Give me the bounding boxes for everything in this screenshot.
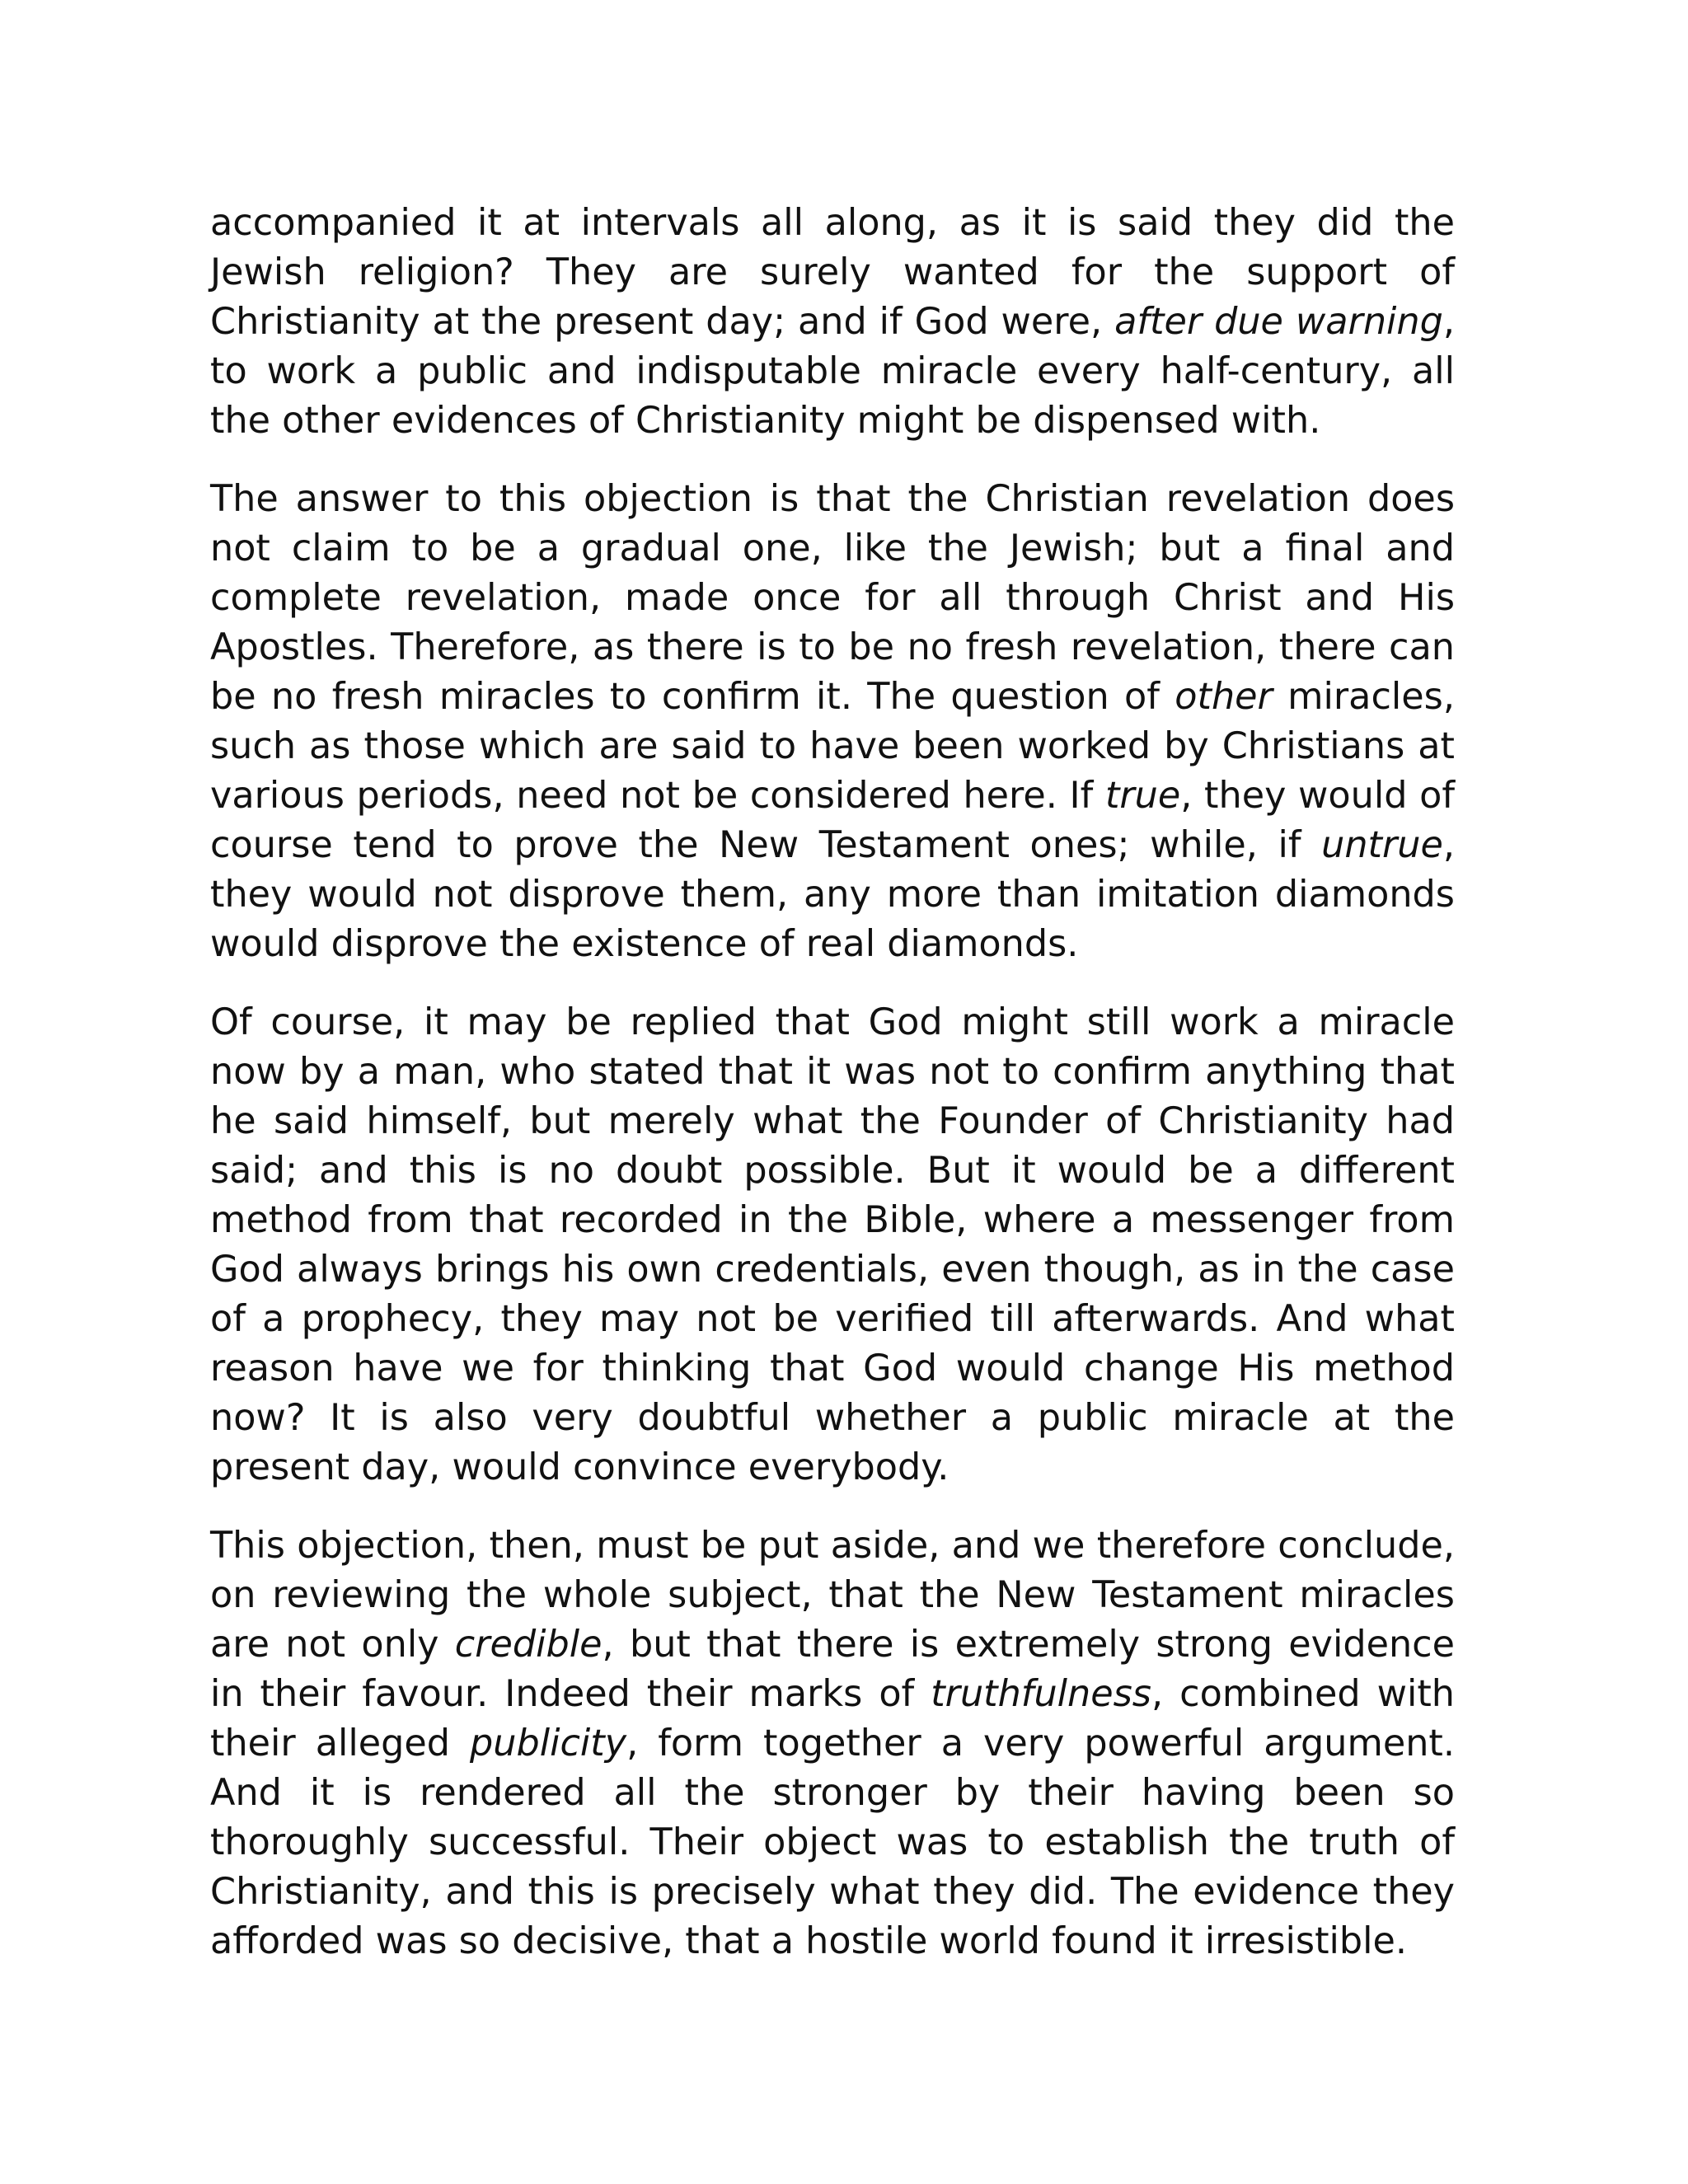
text-run: Of course, it may be replied that God might still work a miracle now by a man, who stated that it was not to confirm anything that he said himself, but merely what the Founder of Christianity had said; and this is no doubt possible. But it would be a different method from that recorded in the Bible, where a messenger from God always brings his own credentials, even though, as in the case of a prophecy, they may not be verified till afterwards. And what reason have we for thinking that God would change His method now? It is also very doubtful whether a public miracle at the present day, would convince everybody.: [210, 1001, 1455, 1488]
paragraph-1: [210, 199, 1455, 446]
text-run: , but that there is extremely strong evidence in their favour. Indeed their marks of: [210, 1624, 1456, 1715]
paragraph-4: [210, 1521, 1455, 1966]
text-run: accompanied it at intervals all along, as it is said they did the Jewish religion? They are surely wanted for the support of Christianity at the present day; and if God were,: [210, 202, 1455, 343]
body-text: [210, 199, 1455, 1966]
text-run: , they would not disprove them, any more than imitation diamonds would disprove the existence of real diamonds.: [210, 824, 1455, 965]
italic-text-run: after due warning: [1114, 301, 1443, 343]
text-run: , combined with their alleged: [210, 1673, 1455, 1765]
italic-text-run: true: [1104, 775, 1181, 817]
text-run: miracles, such as those which are said to have been worked by Christians at various periods, need not be considered here. If: [210, 676, 1455, 817]
text-run: , to work a public and indisputable miracle every half-century, all the other evidences of Christianity might be dispensed with.: [210, 301, 1455, 442]
text-run: This objection, then, must be put aside, and we therefore conclude, on reviewing the whole subject, that the New Testament miracles are not only: [210, 1525, 1455, 1666]
italic-text-run: truthfulness: [931, 1673, 1151, 1715]
italic-text-run: untrue: [1321, 824, 1443, 866]
italic-text-run: other: [1175, 676, 1273, 718]
paragraph-3: [210, 998, 1455, 1493]
italic-text-run: credible: [454, 1624, 603, 1666]
text-run: , form together a very powerful argument. And it is rendered all the stronger by their having been so thoroughly successful. Their object was to establish the truth of Christianity, and this is precisely what they did. The evidence they afforded was so decisive, that a hostile world found it irresistible.: [210, 1722, 1455, 1962]
paragraph-2: [210, 475, 1455, 969]
italic-text-run: publicity: [470, 1722, 627, 1765]
text-run: , they would of course tend to prove the New Testament ones; while, if: [210, 775, 1455, 866]
text-run: The answer to this objection is that the Christian revelation does not claim to be a gradual one, like the Jewish; but a final and complete revelation, made once for all through Christ and His Apostles. Therefore, as there is to be no fresh revelation, there can be no fresh miracles to confirm it. The question of: [210, 478, 1455, 718]
